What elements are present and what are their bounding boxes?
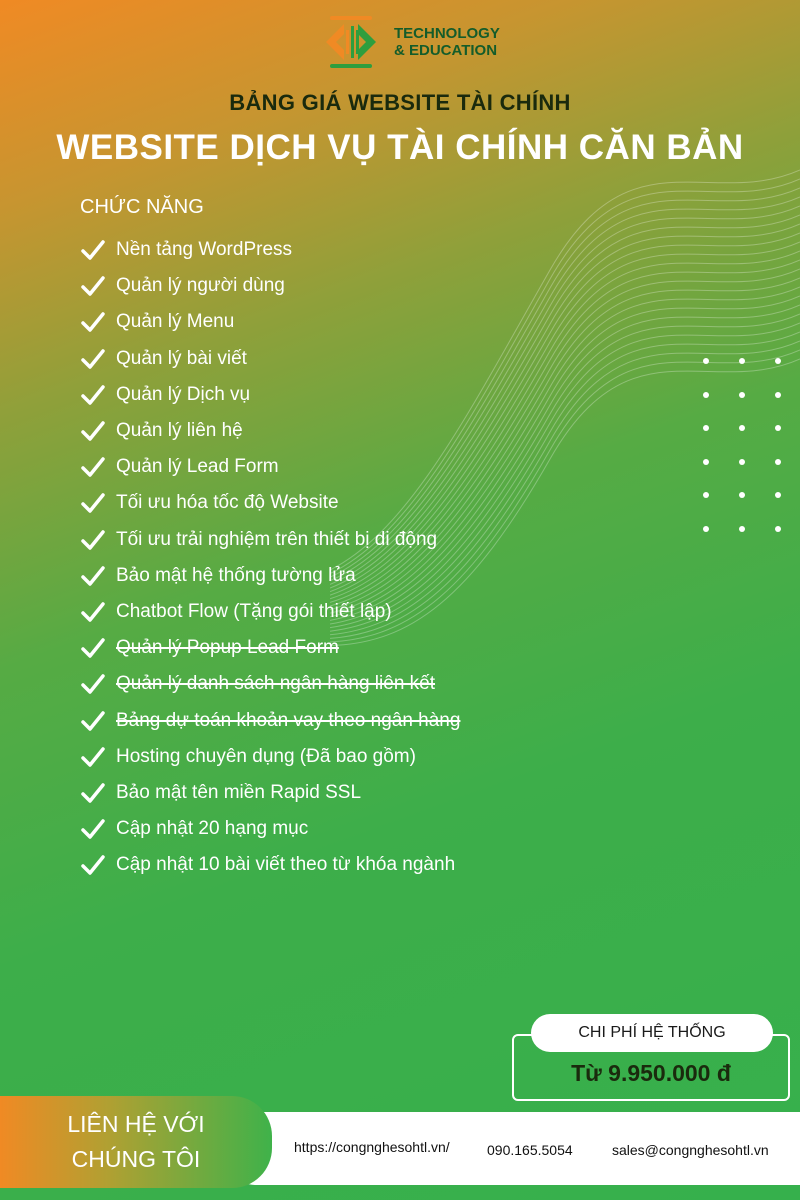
feature-label: Quản lý Dịch vụ [116,383,251,405]
feature-item [80,847,460,883]
dot [775,425,781,431]
check-icon [80,455,106,479]
dot [703,492,709,498]
feature-item [80,449,460,485]
check-icon [80,528,106,552]
check-icon [80,491,106,515]
feature-item [80,341,460,377]
contact-us-line-2: CHÚNG TÔI [71,1146,201,1172]
logo-mark-icon [318,12,384,72]
contact-us-button[interactable] [0,1096,272,1188]
feature-item [80,558,460,594]
check-icon [80,238,106,262]
check-icon [80,745,106,769]
feature-item [80,739,460,775]
feature-list [80,232,460,883]
dot [703,425,709,431]
feature-label: Quản lý Lead Form [116,456,279,478]
feature-label: Chatbot Flow (Tặng gói thiết lập) [116,600,392,622]
page-subtitle: BẢNG GIÁ WEBSITE TÀI CHÍNH [229,90,571,115]
brand-logo [318,12,500,72]
feature-label: Bảo mật hệ thống tường lửa [116,564,356,586]
check-icon [80,781,106,805]
dot [775,358,781,364]
check-icon [80,564,106,588]
feature-item [80,304,460,340]
dot [739,492,745,498]
dot [739,392,745,398]
check-icon [80,310,106,334]
dot [739,526,745,532]
check-icon [80,600,106,624]
dot [739,459,745,465]
feature-item [80,268,460,304]
brand-line-1: TECHNOLOGY [394,25,500,42]
dot [703,459,709,465]
dot [739,358,745,364]
feature-item [80,630,460,666]
dot [703,392,709,398]
email-link[interactable]: sales@congnghesohtl.vn [612,1142,769,1158]
check-icon [80,274,106,298]
feature-label: Quản lý người dùng [116,275,285,297]
feature-label: Bảng dự toán khoản vay theo ngân hàng [116,709,461,731]
features-heading: CHỨC NĂNG [80,196,204,218]
check-icon [80,347,106,371]
price-value: Từ 9.950.000 đ [571,1060,731,1086]
feature-item [80,666,460,702]
feature-label: Bảo mật tên miền Rapid SSL [116,781,362,803]
feature-label: Cập nhật 10 bài viết theo từ khóa ngành [116,854,456,876]
check-icon [80,419,106,443]
feature-label: Tối ưu trải nghiệm trên thiết bị di động [116,528,438,550]
feature-item [80,702,460,738]
feature-item [80,775,460,811]
dot [739,425,745,431]
feature-item [80,377,460,413]
check-icon [80,383,106,407]
check-icon [80,672,106,696]
check-icon [80,636,106,660]
brand-line-2: & EDUCATION [394,42,498,59]
feature-item [80,522,460,558]
feature-item [80,232,460,268]
dot [775,392,781,398]
brand-name [394,25,500,59]
phone-link[interactable]: 090.165.5054 [487,1142,573,1158]
feature-label: Nền tảng WordPress [116,239,293,261]
feature-item [80,485,460,521]
feature-item [80,811,460,847]
feature-item [80,413,460,449]
feature-label: Cập nhật 20 hạng mục [116,818,309,840]
dot [775,526,781,532]
dot-grid-decoration [697,352,787,538]
dot [703,526,709,532]
feature-label: Quản lý Menu [116,311,235,333]
feature-label: Hosting chuyên dụng (Đã bao gồm) [116,745,416,767]
website-link[interactable]: https://congnghesohtl.vn/ [294,1139,450,1155]
check-icon [80,817,106,841]
dot [775,492,781,498]
check-icon [80,853,106,877]
feature-label: Quản lý bài viết [116,347,247,369]
feature-label: Quản lý danh sách ngân hàng liên kết [116,673,436,695]
feature-label: Tối ưu hóa tốc độ Website [116,492,339,514]
dot [703,358,709,364]
check-icon [80,709,106,733]
price-label: CHI PHÍ HỆ THỐNG [531,1014,773,1052]
contact-us-line-1: LIÊN HỆ VỚI [67,1111,205,1137]
feature-label: Quản lý Popup Lead Form [116,637,339,659]
feature-item [80,594,460,630]
dot [775,459,781,465]
page-title: WEBSITE DỊCH VỤ TÀI CHÍNH CĂN BẢN [56,128,744,167]
feature-label: Quản lý liên hệ [116,420,243,442]
